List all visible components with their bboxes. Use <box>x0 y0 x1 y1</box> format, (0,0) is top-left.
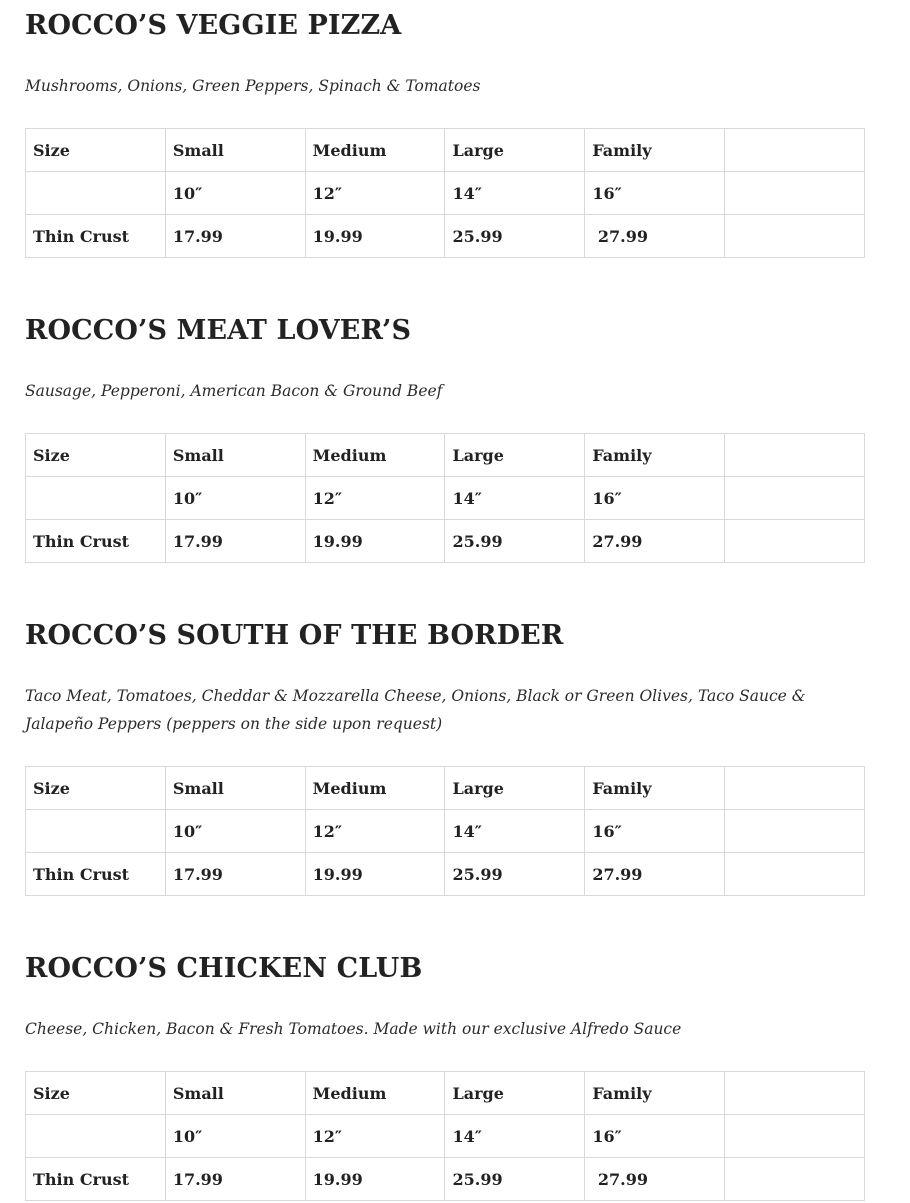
table-cell: Family <box>585 767 725 810</box>
menu-section-veggie-pizza <box>25 9 865 246</box>
table-cell: 12″ <box>305 172 445 215</box>
table-cell: Medium <box>305 767 445 810</box>
table-row-inches <box>26 172 865 215</box>
table-cell: 14″ <box>445 810 585 853</box>
table-row-thin-crust <box>26 215 865 258</box>
table-cell: 17.99 <box>165 520 305 563</box>
table-cell <box>26 810 166 853</box>
table-row-thin-crust <box>26 520 865 563</box>
menu-section-meat-lovers <box>25 314 865 551</box>
section-description: Taco Meat, Tomatoes, Cheddar & Mozzarella Cheese, Onions, Black or Green Olives, Taco Sauce & Jalapeño Peppers (peppers on the side upon request) <box>25 687 806 733</box>
table-cell: Family <box>585 1072 725 1115</box>
table-cell <box>725 810 865 853</box>
table-row-thin-crust <box>26 1158 865 1201</box>
table-row-inches <box>26 1115 865 1158</box>
table-cell: Large <box>445 1072 585 1115</box>
table-cell: Size <box>26 129 166 172</box>
menu-section-south-of-the-border <box>25 619 865 884</box>
price-table <box>25 766 865 896</box>
table-cell: Thin Crust <box>26 215 166 258</box>
table-cell: 27.99 <box>585 215 725 258</box>
table-cell: 27.99 <box>585 1158 725 1201</box>
table-cell <box>725 215 865 258</box>
table-cell <box>725 767 865 810</box>
table-cell <box>725 1072 865 1115</box>
table-cell: Size <box>26 767 166 810</box>
price-table <box>25 433 865 563</box>
table-cell: 19.99 <box>305 853 445 896</box>
table-cell: 25.99 <box>445 215 585 258</box>
table-cell: Large <box>445 434 585 477</box>
table-cell: 12″ <box>305 477 445 520</box>
table-row-header <box>26 767 865 810</box>
table-cell: 10″ <box>165 477 305 520</box>
table-cell: Medium <box>305 434 445 477</box>
table-cell: 25.99 <box>445 853 585 896</box>
table-cell: Thin Crust <box>26 520 166 563</box>
price-table <box>25 1071 865 1201</box>
table-cell <box>725 129 865 172</box>
table-cell <box>26 1115 166 1158</box>
table-cell: 19.99 <box>305 520 445 563</box>
section-title: ROCCO’S MEAT LOVER’S <box>25 315 412 346</box>
table-row-header <box>26 129 865 172</box>
table-cell: 17.99 <box>165 1158 305 1201</box>
section-title: ROCCO’S CHICKEN CLUB <box>25 953 423 984</box>
table-cell: Small <box>165 1072 305 1115</box>
table-cell: 25.99 <box>445 1158 585 1201</box>
table-cell: Thin Crust <box>26 1158 166 1201</box>
table-cell: Size <box>26 1072 166 1115</box>
table-cell <box>725 477 865 520</box>
table-cell <box>26 477 166 520</box>
table-cell: Family <box>585 129 725 172</box>
table-cell: 17.99 <box>165 215 305 258</box>
section-description: Sausage, Pepperoni, American Bacon & Ground Beef <box>25 382 443 400</box>
table-cell: 10″ <box>165 172 305 215</box>
table-row-header <box>26 434 865 477</box>
table-cell <box>725 434 865 477</box>
table-cell <box>26 172 166 215</box>
table-cell: 16″ <box>585 1115 725 1158</box>
table-cell <box>725 172 865 215</box>
table-cell <box>725 520 865 563</box>
menu-section-chicken-club <box>25 952 865 1189</box>
table-cell: 25.99 <box>445 520 585 563</box>
table-cell <box>725 853 865 896</box>
table-cell: Family <box>585 434 725 477</box>
table-cell: Medium <box>305 129 445 172</box>
table-cell: 16″ <box>585 477 725 520</box>
table-cell: 12″ <box>305 1115 445 1158</box>
table-cell: 27.99 <box>585 853 725 896</box>
table-row-header <box>26 1072 865 1115</box>
section-description: Cheese, Chicken, Bacon & Fresh Tomatoes. Made with our exclusive Alfredo Sauce <box>25 1020 682 1038</box>
table-cell <box>725 1158 865 1201</box>
section-description: Mushrooms, Onions, Green Peppers, Spinach & Tomatoes <box>25 77 481 95</box>
table-cell: 14″ <box>445 477 585 520</box>
table-cell: Small <box>165 767 305 810</box>
table-cell: Size <box>26 434 166 477</box>
table-cell: Thin Crust <box>26 853 166 896</box>
table-cell: 10″ <box>165 1115 305 1158</box>
table-cell: 27.99 <box>585 520 725 563</box>
table-cell: Small <box>165 129 305 172</box>
section-title: ROCCO’S VEGGIE PIZZA <box>25 10 402 41</box>
table-cell: 14″ <box>445 1115 585 1158</box>
table-row-inches <box>26 810 865 853</box>
price-table <box>25 128 865 258</box>
table-cell: 14″ <box>445 172 585 215</box>
table-row-thin-crust <box>26 853 865 896</box>
table-cell: 19.99 <box>305 215 445 258</box>
table-cell: Small <box>165 434 305 477</box>
table-cell: 16″ <box>585 172 725 215</box>
table-cell: 12″ <box>305 810 445 853</box>
table-cell: Large <box>445 767 585 810</box>
table-cell: 19.99 <box>305 1158 445 1201</box>
section-title: ROCCO’S SOUTH OF THE BORDER <box>25 620 564 651</box>
table-cell <box>725 1115 865 1158</box>
table-cell: Medium <box>305 1072 445 1115</box>
table-cell: Large <box>445 129 585 172</box>
table-cell: 10″ <box>165 810 305 853</box>
table-cell: 17.99 <box>165 853 305 896</box>
table-row-inches <box>26 477 865 520</box>
table-cell: 16″ <box>585 810 725 853</box>
